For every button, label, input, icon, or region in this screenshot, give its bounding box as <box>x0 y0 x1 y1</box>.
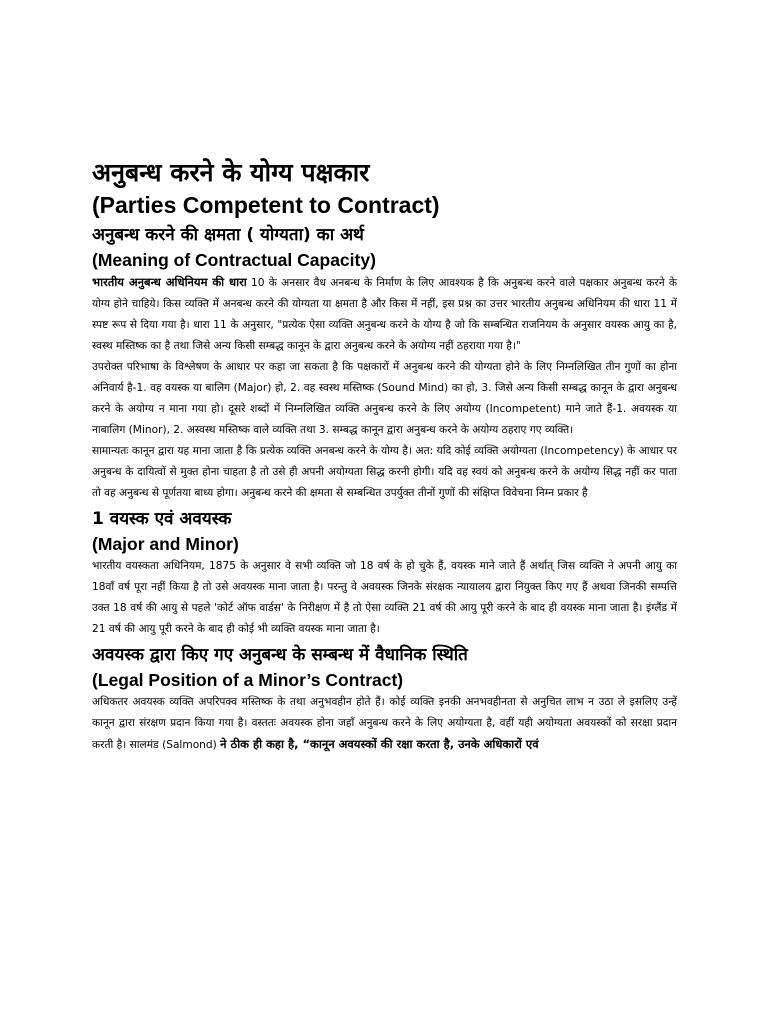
section-heading-hindi: अनुबन्ध करने की क्षमता ( योग्यता) का अर्थ <box>92 225 364 245</box>
paragraph: भारतीय वयस्कता अधिनियम, 1875 के अनुसार वे सभी व्यक्ति जो 18 वर्ष के हो चुके हैं, वयस्क माने जाते हैं अर्थात् जिस व्यक्ति ने अपनी आयु का 18वाँ वर्ष पूरा नहीं किया है तो उसे अवयस्क माना जाता है। परन्तु वे अवयस्क जिनके संरक्षक न्यायालय द्वारा नियुक्त किए गए हैं अथवा जिनकी सम्पत्ति उक्त 18 वर्ष की आयु से पहले 'कोर्ट ऑफ वार्डस' के निरीक्षण में है तो ऐसा व्यक्ति 21 वर्ष की आयु पूरी करने के बाद ही वयस्क माना जाता है। इंग्लैंड में 21 वर्ष की आयु पूरी करने के बाद ही कोई भी व्यक्ति वयस्क माना जाता है। <box>92 560 677 635</box>
paragraph: सामान्यतः कानून द्वारा यह माना जाता है कि प्रत्येक व्यक्ति अनबन्ध करने के योग्य है। अत: यदि कोई व्यक्ति अयोग्यता (Incompetency) के आधार पर अनुबन्ध के दायित्वों से मुक्त होना चाहता है तो उसे ही अपनी अयोग्यता सिद्ध करनी होगी। यदि वह स्वयं को अनुबन्ध करने के अयोग्य सिद्ध नहीं कर पाता तो वह अनुबन्ध से पूर्णतया बाध्य होगा। अनुबन्ध करने की क्षमता से सम्बन्धित उपर्युक्त तीनों गुणों की संक्षिप्त विवेचना निम्न प्रकार है <box>92 445 677 499</box>
title-english: (Parties Competent to Contract) <box>92 192 440 218</box>
section-heading-english: (Meaning of Contractual Capacity) <box>92 250 376 270</box>
paragraph: भारतीय अनुबन्ध अधिनियम की धारा 10 के अनसार वैध अनबन्ध के निर्माण के लिए आवश्यक है कि अनुबन्ध करने वाले पक्षकार अनुबन्ध करने के योग्य होने चाहिये। किस व्यक्ति में अनबन्ध करने की योग्यता या क्षमता है और किस में नहीं, इस प्रश्न का उत्तर भारतीय अनुबन्ध अधिनियम की धारा 11 में स्पष्ट रूप से दिया गया है। धारा 11 के अनुसार, "प्रत्येक ऐसा व्यक्ति अनुबन्ध करने के योग्य है जो कि सम्बन्धित राजनियम के अनुसार वयस्क आयु का है, स्वस्थ मस्तिष्क का है तथा जिसे अन्य किसी सम्बद्ध कानून के द्वारा अनुबन्ध करने के अयोग्य नहीं ठहराया गया है।" <box>92 275 677 352</box>
paragraph: उपरोक्त परिभाषा के विश्लेषण के आधार पर कहा जा सकता है कि पक्षकारों में अनुबन्ध करने की योग्यता होने के लिए निम्नलिखित तीन गुणों का होना अनिवार्य है-1. वह वयस्क या बालिग (Major) हो, 2. वह स्वस्थ मस्तिष्क (Sound Mind) का हो, 3. जिसे अन्य किसी सम्बद्ध कानून के द्वारा अनुबन्ध करने के अयोग्य न माना गया हो। दूसरे शब्दों में निम्नलिखित व्यक्ति अनुबन्ध करने के लिए अयोग्य (Incompetent) माने जाते हैं-1. अवयस्क या नाबालिग (Minor), 2. अस्वस्थ मस्तिष्क वाले व्यक्ति तथा 3. सम्बद्ध कानून द्वारा अनुबन्ध करने के अयोग्य ठहराए गए व्यक्ति। <box>92 361 677 436</box>
title-hindi: अनुबन्ध करने के योग्य पक्षकार <box>92 158 370 187</box>
paragraph: अधिकतर अवयस्क व्यक्ति अपरिपक्व मस्तिष्क के तथा अनुभवहीन होते हैं। कोई व्यक्ति इनकी अनभवहीनता से अनुचित लाभ न उठा ले इसलिए उन्हें कानून द्वारा संरक्षण प्रदान किया गया है। वस्ततः अवयस्क होना जहाँ अनुबन्ध करने के लिए अयोग्यता है, वहीं यही अयोग्यता अवयस्कों को सरक्षा प्रदान करती है। सालमंड (Salmond) ने ठीक ही कहा है, “कानून अवयस्कों की रक्षा करता है, उनके अधिकारों एवं <box>92 696 677 751</box>
section-heading-english: (Major and Minor) <box>92 534 239 554</box>
document-page <box>92 156 677 756</box>
section-heading-hindi: अवयस्क द्वारा किए गए अनुबन्ध के सम्बन्ध में वैधानिक स्थिति <box>92 645 468 665</box>
section-heading-hindi: 1 वयस्क एवं अवयस्क <box>92 509 232 529</box>
section-heading-english: (Legal Position of a Minor’s Contract) <box>92 670 404 690</box>
bold-quote: ने ठीक ही कहा है, “कानून अवयस्कों की रक्षा करता है, उनके अधिकारों एवं <box>220 737 539 751</box>
bold-lead: भारतीय अनुबन्ध अधिनियम की धारा <box>92 275 247 289</box>
